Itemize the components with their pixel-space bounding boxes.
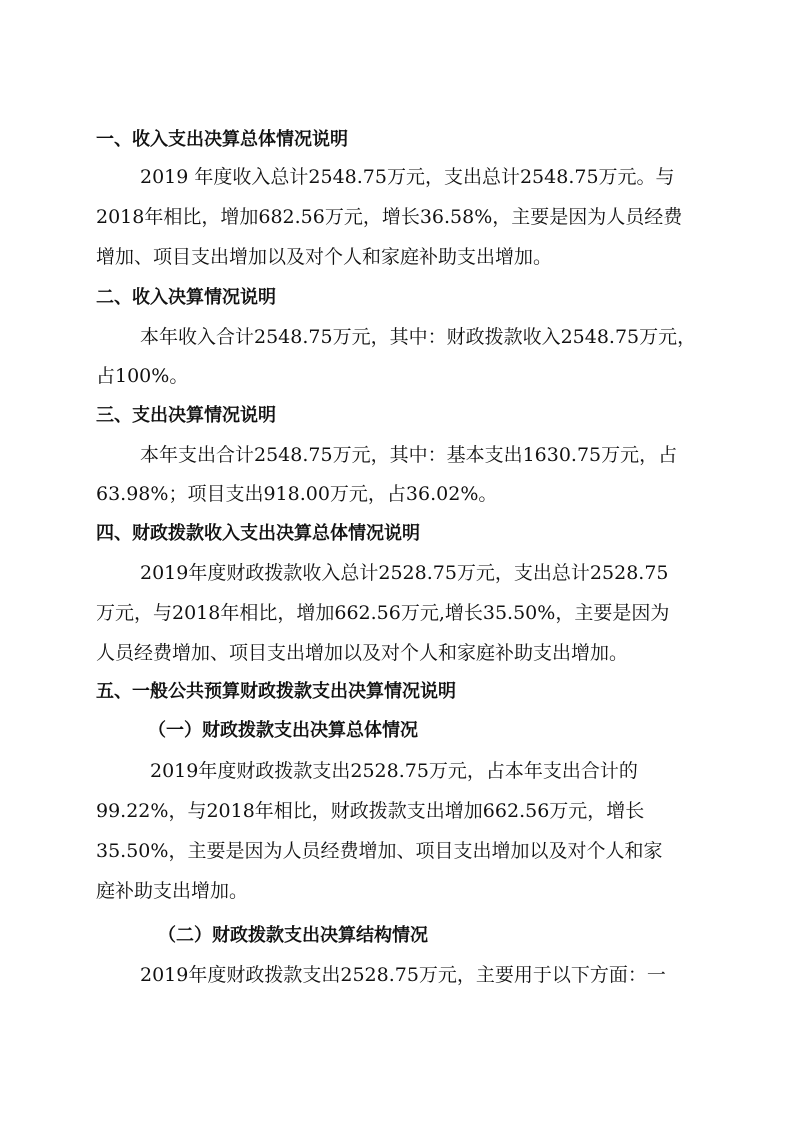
section-heading-4: 四、财政拨款收入支出决算总体情况说明 [96, 523, 420, 544]
paragraph-line: 人员经费增加、项目支出增加以及对个人和家庭补助支出增加。 [96, 642, 629, 664]
paragraph-line: 万元，与2018年相比，增加662.56万元,增长35.50%，主要是因为 [96, 602, 670, 624]
paragraph-line: 占100%。 [96, 365, 189, 387]
paragraph-line: 63.98%；项目支出918.00万元，占36.02%。 [96, 483, 498, 505]
section-heading-3: 三、支出决算情况说明 [96, 405, 276, 426]
section-heading-2: 二、收入决算情况说明 [96, 287, 276, 308]
paragraph-line: 2018年相比，增加682.56万元，增长36.58%，主要是因为人员经费 [96, 206, 683, 228]
paragraph-line: 2019年度财政拨款收入总计2528.75万元，支出总计2528.75 [140, 562, 669, 584]
paragraph-line: 2019 年度收入总计2548.75万元，支出总计2548.75万元。与 [140, 166, 675, 188]
section-heading-5: 五、一般公共预算财政拨款支出决算情况说明 [96, 681, 456, 702]
subsection-heading-2: （二）财政拨款支出决算结构情况 [158, 925, 428, 946]
paragraph-line: 本年支出合计2548.75万元，其中：基本支出1630.75万元，占 [140, 444, 678, 466]
section-heading-1: 一、收入支出决算总体情况说明 [96, 129, 348, 150]
paragraph-line: 本年收入合计2548.75万元，其中：财政拨款收入2548.75万元， [140, 326, 697, 348]
paragraph-line: 2019年度财政拨款支出2528.75万元，主要用于以下方面：一 [140, 964, 666, 986]
paragraph-line: 增加、项目支出增加以及对个人和家庭补助支出增加。 [96, 246, 553, 268]
paragraph-line: 庭补助支出增加。 [96, 880, 249, 902]
paragraph-line: 35.50%，主要是因为人员经费增加、项目支出增加以及对个人和家 [96, 840, 663, 862]
paragraph-line: 2019年度财政拨款支出2528.75万元，占本年支出合计的 [150, 760, 638, 782]
paragraph-line: 99.22%，与2018年相比，财政拨款支出增加662.56万元，增长 [96, 800, 645, 822]
subsection-heading-1: （一）财政拨款支出决算总体情况 [148, 720, 418, 741]
